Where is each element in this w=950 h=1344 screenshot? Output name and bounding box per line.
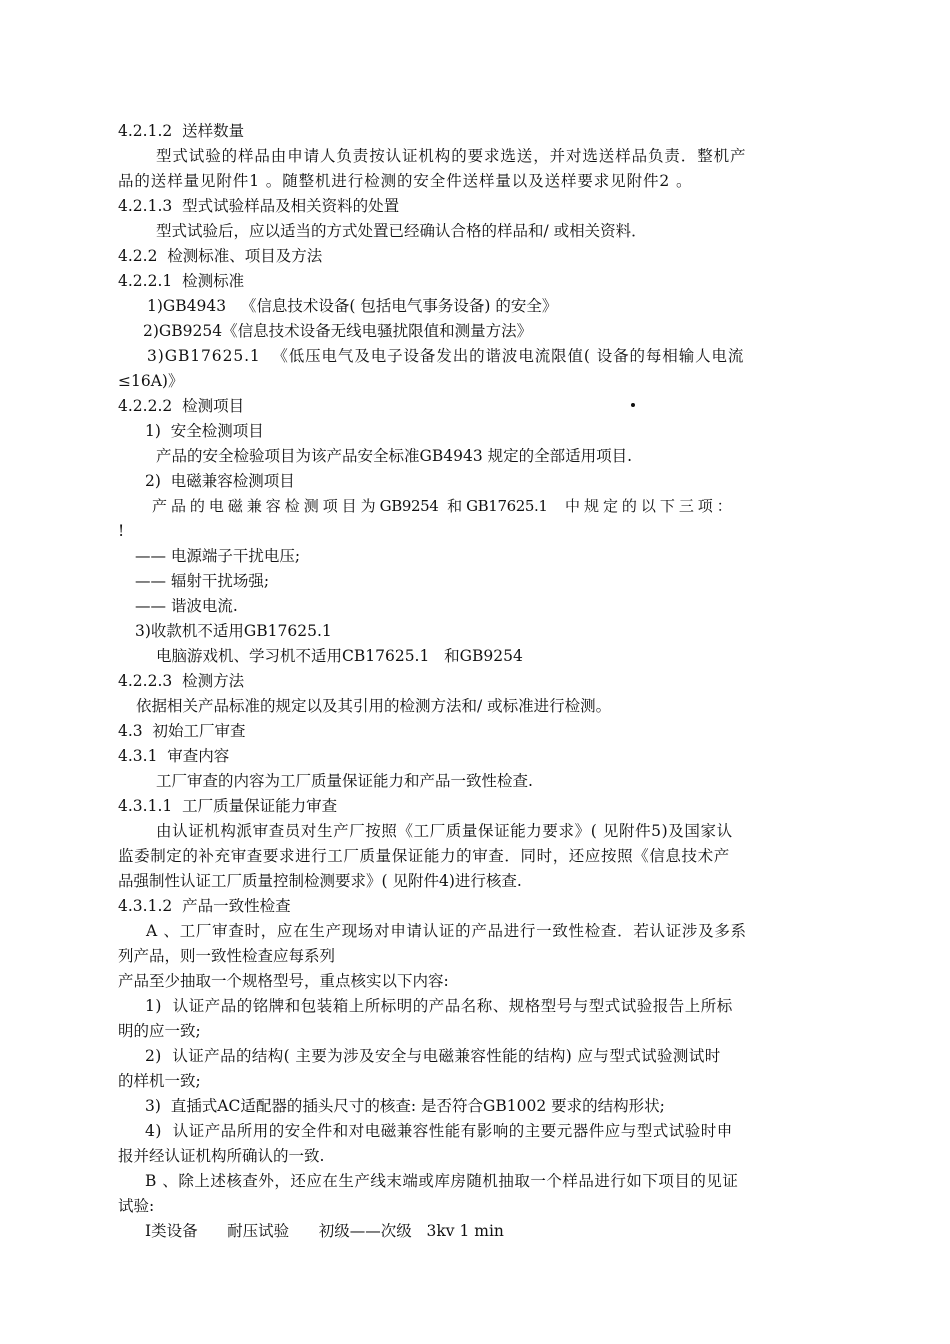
section-heading: 4.2.2.3 检测方法	[118, 672, 245, 690]
stray-dot	[631, 403, 635, 407]
list-item: 1) 认证产品的铭牌和包装箱上所标明的产品名称、规格型号与型式试验报告上所标	[145, 997, 733, 1015]
section-heading: 4.2.2.2 检测项目	[118, 397, 245, 415]
paragraph-line: 产品至少抽取一个规格型号，重点核实以下内容:	[118, 972, 449, 990]
test-item: Ⅰ类设备 耐压试验 初级——次级 3kv 1 min	[145, 1222, 504, 1240]
paragraph-line: !	[118, 522, 125, 540]
list-item: —— 电源端子干扰电压;	[135, 547, 301, 565]
list-item: 4) 认证产品所用的安全件和对电磁兼容性能有影响的主要元器件应与型式试验时申	[145, 1122, 733, 1140]
paragraph-line: 由认证机构派审查员对生产厂按照《工厂质量保证能力要求》( 见附件5)及国家认	[156, 822, 733, 840]
section-heading: 4.2.2.1 检测标准	[118, 272, 245, 290]
section-heading: 4.3 初始工厂审查	[118, 722, 246, 740]
list-item: 3)收款机不适用GB17625.1	[135, 622, 332, 640]
paragraph-line: 产品的安全检验项目为该产品安全标准GB4943 规定的全部适用项目.	[156, 447, 633, 465]
paragraph-line: 型式试验的样品由申请人负责按认证机构的要求选送，并对选送样品负责．整机产	[156, 147, 747, 165]
list-item: 3) 直插式AC适配器的插头尺寸的核查: 是否符合GB1002 要求的结构形状;	[145, 1097, 665, 1115]
paragraph-line: 列产品，则一致性检查应每系列	[118, 947, 336, 965]
paragraph-line: A 、工厂审查时，应在生产现场对申请认证的产品进行一致性检查．若认证涉及多系	[146, 922, 747, 940]
paragraph-line: 电脑游戏机、学习机不适用CB17625.1 和GB9254	[156, 647, 523, 665]
paragraph-line: 报并经认证机构所确认的一致.	[118, 1147, 325, 1165]
section-heading: 4.2.1.3 型式试验样品及相关资料的处置	[118, 197, 400, 215]
list-item: —— 谐波电流.	[135, 597, 238, 615]
standard-item: ≤16A)》	[118, 372, 184, 390]
paragraph-line: 品强制性认证工厂质量控制检测要求》( 见附件4)进行核查.	[118, 872, 522, 890]
section-heading: 4.3.1 审查内容	[118, 747, 230, 765]
section-heading: 4.3.1.1 工厂质量保证能力审查	[118, 797, 338, 815]
paragraph-line: 型式试验后，应以适当的方式处置已经确认合格的样品和/ 或相关资料．	[156, 222, 647, 240]
paragraph-line: 监委制定的补充审查要求进行工厂质量保证能力的审查．同时，还应按照《信息技术产	[118, 847, 730, 865]
paragraph-line: 产 品 的 电 磁 兼 容 检 测 项 目 为 GB9254 和 GB17625.1 中 规 定 的 以 下 三 项 ：	[152, 497, 732, 515]
section-heading: 4.3.1.2 产品一致性检查	[118, 897, 291, 915]
list-item: —— 辐射干扰场强;	[135, 572, 270, 590]
paragraph-line: 明的应一致;	[118, 1022, 201, 1040]
paragraph-line: B 、除上述核查外，还应在生产线末端或库房随机抽取一个样品进行如下项目的见证	[145, 1172, 739, 1190]
list-item: 2) 电磁兼容检测项目	[145, 472, 295, 490]
standard-item: 3)GB17625.1 《低压电气及电子设备发出的谐波电流限值( 设备的每相输人电流	[147, 347, 745, 365]
list-item: 2) 认证产品的结构( 主要为涉及安全与电磁兼容性能的结构) 应与型式试验测试时	[145, 1047, 721, 1065]
list-item: 1) 安全检测项目	[145, 422, 264, 440]
paragraph-line: 的样机一致;	[118, 1072, 201, 1090]
standard-item: 2)GB9254《信息技术设备无线电骚扰限值和测量方法》	[143, 322, 533, 340]
paragraph-line: 依据相关产品标准的规定以及其引用的检测方法和/ 或标准进行检测。	[136, 697, 612, 715]
standard-item: 1)GB4943 《信息技术设备( 包括电气事务设备) 的安全》	[147, 297, 558, 315]
section-heading: 4.2.2 检测标准、项目及方法	[118, 247, 323, 265]
paragraph-line: 品的送样量见附件1 。随整机进行检测的安全件送样量以及送样要求见附件2 。	[118, 172, 693, 190]
section-heading: 4.2.1.2 送样数量	[118, 122, 245, 140]
paragraph-line: 工厂审查的内容为工厂质量保证能力和产品一致性检查.	[156, 772, 533, 790]
paragraph-line: 试验:	[118, 1197, 155, 1215]
